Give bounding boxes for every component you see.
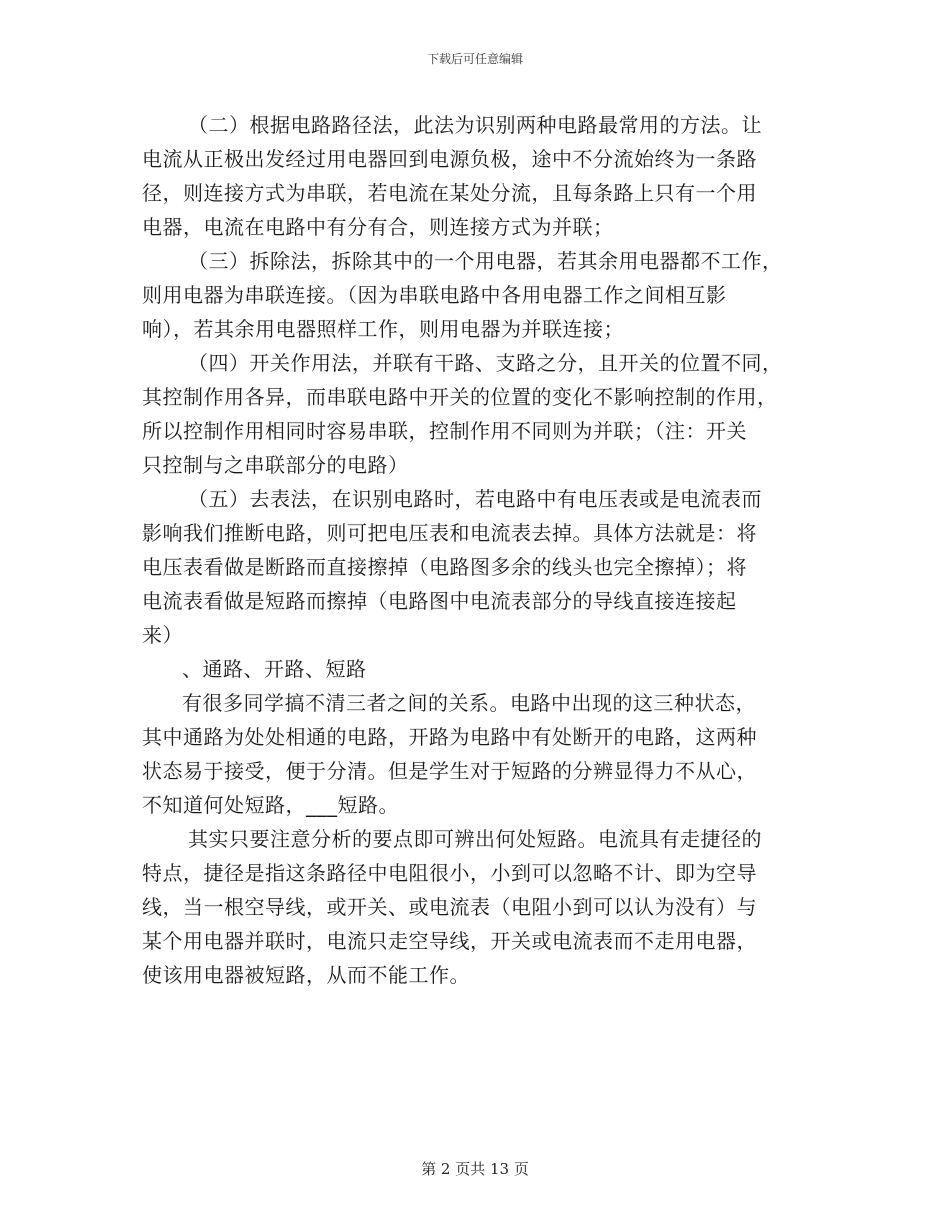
paragraph-line: 响），若其余用电器照样工作，则用电器为并联连接； <box>142 317 624 341</box>
paragraph-line: 影响我们推断电路，则可把电压表和电流表去掉。具体方法就是：将 <box>142 521 757 545</box>
paragraph-line: 其实只要注意分析的要点即可辨出何处短路。电流具有走捷径的 <box>188 827 762 851</box>
paragraph-line: （四）开关作用法，并联有干路、支路之分，且开关的位置不同， <box>188 351 783 375</box>
paragraph-line: 使该用电器被短路，从而不能工作。 <box>142 963 470 987</box>
paragraph-line: 状态易于接受，便于分清。但是学生对于短路的分辨显得力不从心， <box>142 759 757 783</box>
paragraph-line: 线，当一根空导线，或开关、或电流表（电阻小到可以认为没有）与 <box>142 895 757 919</box>
paragraph-line: 电器，电流在电路中有分有合，则连接方式为并联； <box>142 215 614 239</box>
paragraph-line: 电流从正极出发经过用电器回到电源负极，途中不分流始终为一条路 <box>142 147 757 171</box>
page-number: 第 2 页共 13 页 <box>421 1160 529 1178</box>
paragraph-line: 电流表看做是短路而擦掉（电路图中电流表部分的导线直接连接起 <box>142 589 737 613</box>
paragraph-line: 某个用电器并联时，电流只走空导线，开关或电流表而不走用电器， <box>142 929 757 953</box>
paragraph-line: 有很多同学搞不清三者之间的关系。电路中出现的这三种状态， <box>182 691 756 715</box>
paragraph-line: 其中通路为处处相通的电路，开路为电路中有处断开的电路，这两种 <box>142 725 757 749</box>
section-heading: 、通路、开路、短路 <box>182 657 367 681</box>
paragraph-line: 特点，捷径是指这条路径中电阻很小，小到可以忽略不计、即为空导 <box>142 861 757 885</box>
paragraph-line: （二）根据电路路径法，此法为识别两种电路最常用的方法。让 <box>188 113 762 137</box>
paragraph-line: 来） <box>142 623 183 647</box>
paragraph-line: （五）去表法，在识别电路时，若电路中有电压表或是电流表而 <box>188 487 762 511</box>
paragraph-line: 径，则连接方式为串联，若电流在某处分流，且每条路上只有一个用 <box>142 181 757 205</box>
paragraph-line: 则用电器为串联连接。（因为串联电路中各用电器工作之间相互影 <box>142 283 727 307</box>
paragraph-line: 电压表看做是断路而直接擦掉（电路图多余的线头也完全擦掉）；将 <box>142 555 747 579</box>
page-header: 下载后可任意编辑 <box>426 52 523 66</box>
paragraph-line: 只控制与之串联部分的电路） <box>142 453 409 477</box>
paragraph-line: 其控制作用各异，而串联电路中开关的位置的变化不影响控制的作用， <box>142 385 778 409</box>
document-body <box>142 108 822 992</box>
paragraph-line: （三）拆除法，拆除其中的一个用电器，若其余用电器都不工作， <box>188 249 783 273</box>
paragraph-line: 所以控制作用相同时容易串联，控制作用不同则为并联；（注：开关 <box>142 419 747 443</box>
paragraph-line: 不知道何处短路，___短路。 <box>142 793 399 817</box>
